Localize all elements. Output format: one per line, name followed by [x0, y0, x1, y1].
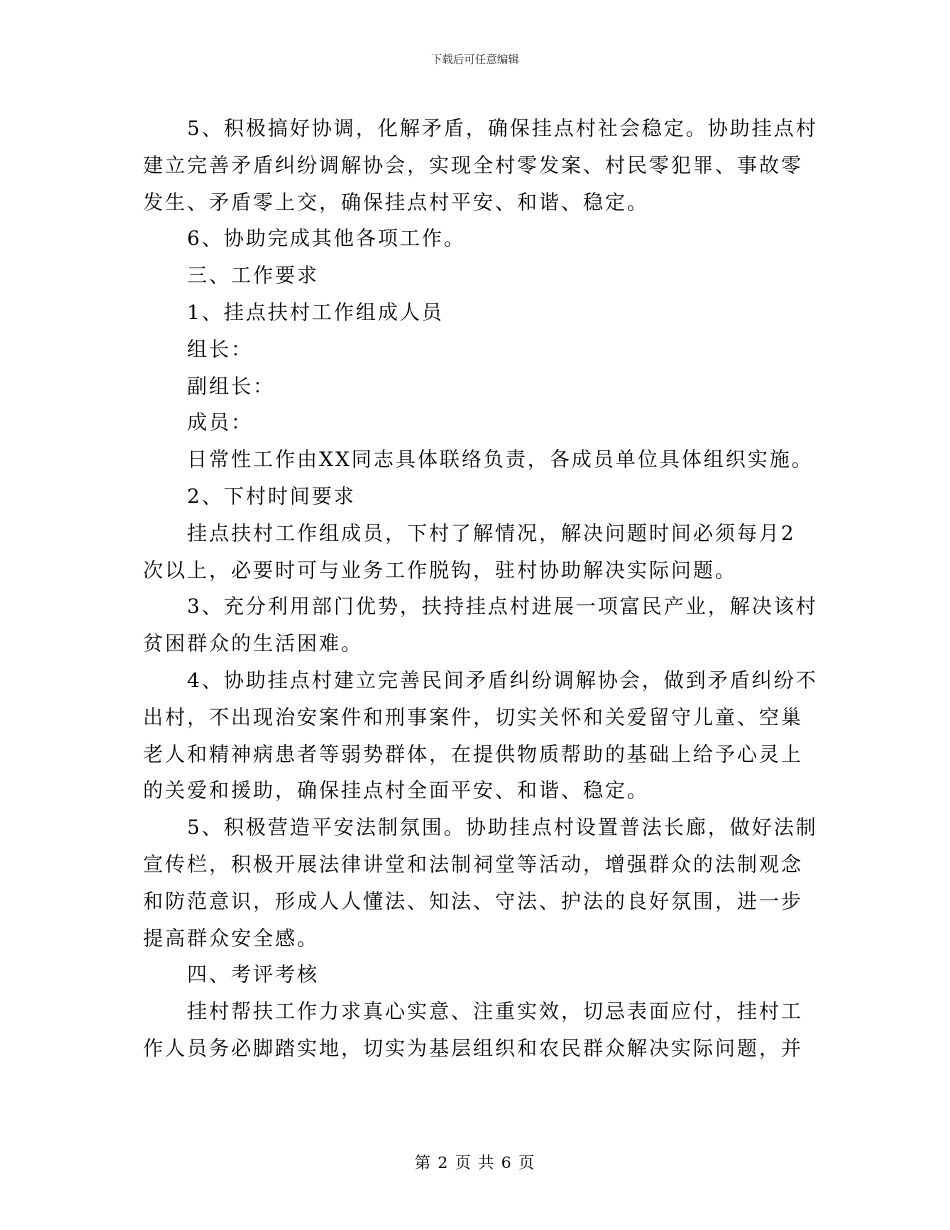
subsection-heading: 2、下村时间要求: [187, 483, 356, 508]
members-label: 成员：: [187, 410, 253, 435]
paragraph-line: 5、积极搞好协调，化解矛盾，确保挂点村社会稳定。协助挂点村: [187, 116, 818, 140]
paragraph-line: 出村，不出现治安案件和刑事案件，切实关怀和关爱留守儿童、空巢: [143, 704, 803, 729]
paragraph-line: 作人员务必脚踏实地，切实为基层组织和农民群众解决实际问题，并: [143, 1035, 803, 1060]
paragraph-line: 次以上，必要时可与业务工作脱钩，驻村协助解决实际问题。: [143, 557, 737, 582]
section-heading: 四、考评考核: [187, 962, 319, 987]
deputy-leader-label: 副组长：: [187, 373, 275, 398]
paragraph-line: 老人和精神病患者等弱势群体，在提供物质帮助的基础上给予心灵上: [143, 741, 803, 766]
paragraph-line: 发生、矛盾零上交，确保挂点村平安、和谐、稳定。: [143, 189, 649, 214]
paragraph-line: 4、协助挂点村建立完善民间矛盾纠纷调解协会，做到矛盾纠纷不: [187, 667, 818, 692]
paragraph-line: 挂点扶村工作组成员，下村了解情况，解决问题时间必须每月2: [187, 520, 796, 545]
paragraph-line: 的关爱和援助，确保挂点村全面平安、和谐、稳定。: [143, 778, 649, 803]
paragraph-line: 提高群众安全感。: [143, 925, 319, 950]
page-header: 下载后可任意编辑: [431, 53, 519, 66]
group-leader-label: 组长：: [187, 336, 253, 361]
paragraph-line: 6、协助完成其他各项工作。: [187, 226, 466, 251]
paragraph-line: 和防范意识，形成人人懂法、知法、守法、护法的良好氛围，进一步: [143, 888, 803, 913]
subsection-heading: 1、挂点扶村工作组成人员: [187, 299, 444, 324]
paragraph-line: 宣传栏，积极开展法律讲堂和法制祠堂等活动，增强群众的法制观念: [143, 851, 803, 876]
paragraph-line: 挂村帮扶工作力求真心实意、注重实效，切忌表面应付，挂村工: [187, 999, 803, 1024]
paragraph-line: 5、积极营造平安法制氛围。协助挂点村设置普法长廊，做好法制: [187, 815, 818, 840]
document-body: [143, 110, 818, 1067]
paragraph-line: 3、充分利用部门优势，扶持挂点村进展一项富民产业，解决该村: [187, 594, 818, 619]
paragraph-line: 贫困群众的生活困难。: [143, 631, 363, 656]
section-heading: 三、工作要求: [187, 263, 319, 288]
page-number-footer: 第 2 页 共 6 页: [414, 1153, 536, 1172]
paragraph-line: 建立完善矛盾纠纷调解协会，实现全村零发案、村民零犯罪、事故零: [143, 152, 803, 177]
paragraph-line: 日常性工作由XX同志具体联络负责，各成员单位具体组织实施。: [187, 447, 814, 472]
